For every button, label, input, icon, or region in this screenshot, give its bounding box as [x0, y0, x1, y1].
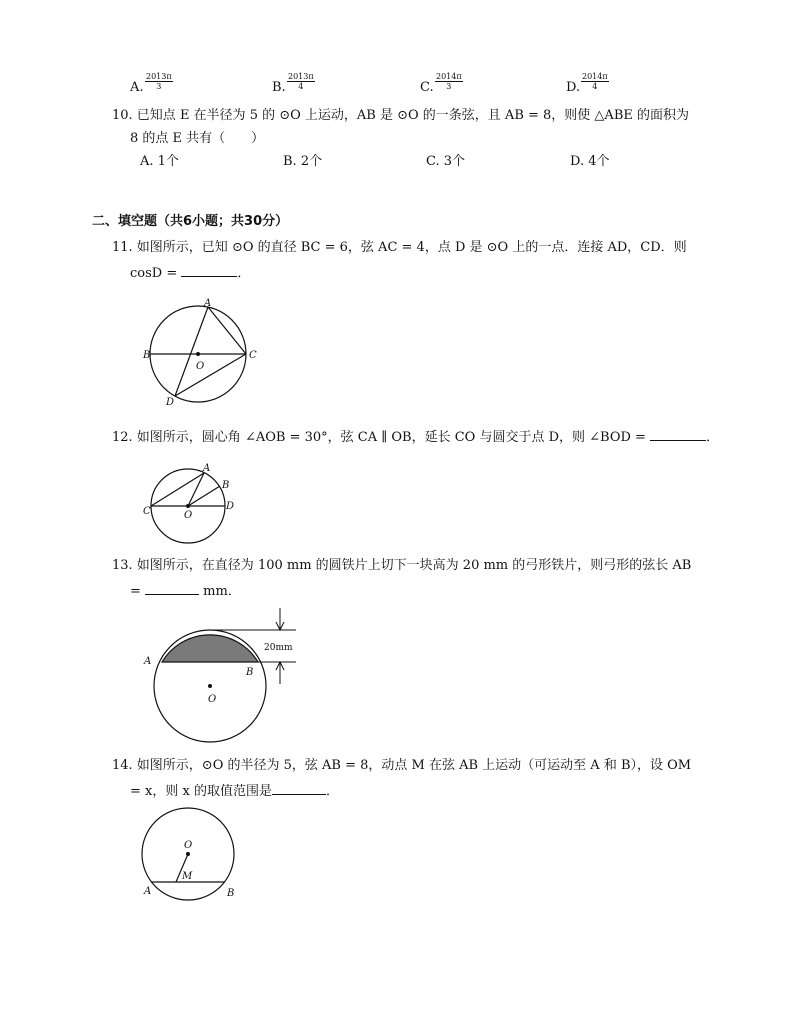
q12-label-a: A — [203, 463, 211, 474]
q11-answer-blank — [181, 264, 237, 277]
q9-option-d-numerator: 2014π — [582, 72, 608, 81]
q14-answer-blank — [272, 782, 326, 795]
q13-segment-shaded — [162, 635, 258, 662]
q10-option-a: A. 1个 — [140, 154, 179, 169]
q13-stem-line1: 13. 如图所示，在直径为 100 mm 的圆铁片上切下一块高为 20 mm 的弓形铁片，则弓形的弦长 AB — [112, 558, 692, 573]
q13-figure — [140, 600, 310, 748]
q9-option-a-denominator: 3 — [156, 82, 162, 91]
q14-figure — [138, 808, 248, 900]
q9-option-a-letter: A. — [130, 80, 144, 95]
q13-label-a: A — [144, 656, 152, 667]
q11-stem-line2 — [130, 264, 250, 282]
q12-label-b: B — [222, 480, 230, 491]
q9-option-c-denominator: 3 — [446, 82, 452, 91]
q13-center-dot — [208, 684, 212, 688]
q11-answer-prefix: cosD = — [130, 266, 182, 281]
q14-answer-suffix: ． — [325, 784, 339, 799]
q10-option-d: D. 4个 — [570, 154, 610, 169]
q12-stem-text: 12. 如图所示，圆心角 ∠AOB = 30°，弦 CA ∥ OB，延长 CO 与圆交于点 D，则 ∠BOD = — [112, 430, 651, 445]
q9-option-a-numerator: 2013π — [146, 72, 172, 81]
q12-center-dot — [186, 504, 190, 508]
q10-option-b: B. 2个 — [283, 154, 323, 169]
q13-label-o: O — [208, 694, 217, 705]
q10-option-c: C. 3个 — [426, 154, 466, 169]
q9-option-b-letter: B. — [272, 80, 286, 95]
q11-label-o: O — [196, 361, 205, 372]
q9-option-b-fraction — [287, 72, 315, 91]
section-title-fill-blank: 二、填空题（共6小题；共30分） — [92, 214, 289, 229]
q11-figure — [140, 296, 270, 408]
q12-stem-suffix: ． — [706, 430, 720, 445]
q9-option-d-denominator: 4 — [592, 82, 598, 91]
q12-label-d: D — [226, 501, 235, 512]
q11-answer-suffix: ． — [237, 266, 251, 281]
q14-answer-prefix: = x，则 x 的取值范围是 — [130, 784, 272, 799]
q11-segment-ad — [175, 307, 208, 396]
q13-stem-line2 — [130, 582, 241, 600]
q11-label-a: A — [204, 298, 212, 309]
q13-height-label: 20mm — [264, 643, 293, 653]
q9-option-a-fraction — [145, 72, 173, 91]
q12-answer-blank — [650, 428, 706, 441]
q12-stem — [112, 428, 719, 446]
q14-stem-line2 — [130, 782, 339, 800]
q11-segment-cd — [175, 354, 246, 396]
q13-answer-suffix: mm． — [199, 584, 241, 599]
q14-label-m: M — [182, 871, 193, 882]
q9-option-c-numerator: 2014π — [436, 72, 462, 81]
q14-center-dot — [186, 852, 190, 856]
q10-stem-line2: 8 的点 E 共有（ ） — [130, 131, 265, 146]
q9-option-c-fraction — [435, 72, 463, 91]
q13-label-b: B — [246, 667, 254, 678]
q11-label-d: D — [166, 397, 175, 408]
q9-option-d-letter: D. — [566, 80, 581, 95]
q9-option-d-fraction — [581, 72, 609, 91]
q9-option-b-numerator: 2013π — [288, 72, 314, 81]
q12-figure — [140, 458, 250, 544]
q11-stem-line1: 11. 如图所示，已知 ⊙O 的直径 BC = 6，弦 AC = 4，点 D 是 ⊙O 上的一点．连接 AD，CD．则 — [112, 240, 687, 255]
q13-answer-prefix: = — [130, 584, 146, 599]
q11-label-b: B — [143, 350, 151, 361]
q14-label-b: B — [227, 888, 235, 899]
q9-option-b-denominator: 4 — [298, 82, 304, 91]
q10-stem-line1: 10. 已知点 E 在半径为 5 的 ⊙O 上运动，AB 是 ⊙O 的一条弦，且 AB = 8，则使 △ABE 的面积为 — [112, 108, 689, 123]
q12-label-o: O — [184, 510, 193, 521]
q14-label-o: O — [184, 840, 193, 851]
q14-label-a: A — [144, 886, 152, 897]
q13-answer-blank — [145, 582, 199, 595]
q11-center-dot — [196, 352, 200, 356]
q9-option-c-letter: C. — [420, 80, 434, 95]
q14-stem-line1: 14. 如图所示，⊙O 的半径为 5，弦 AB = 8，动点 M 在弦 AB 上运动（可运动至 A 和 B），设 OM — [112, 758, 692, 773]
q12-label-c: C — [143, 506, 151, 517]
q11-label-c: C — [249, 350, 257, 361]
